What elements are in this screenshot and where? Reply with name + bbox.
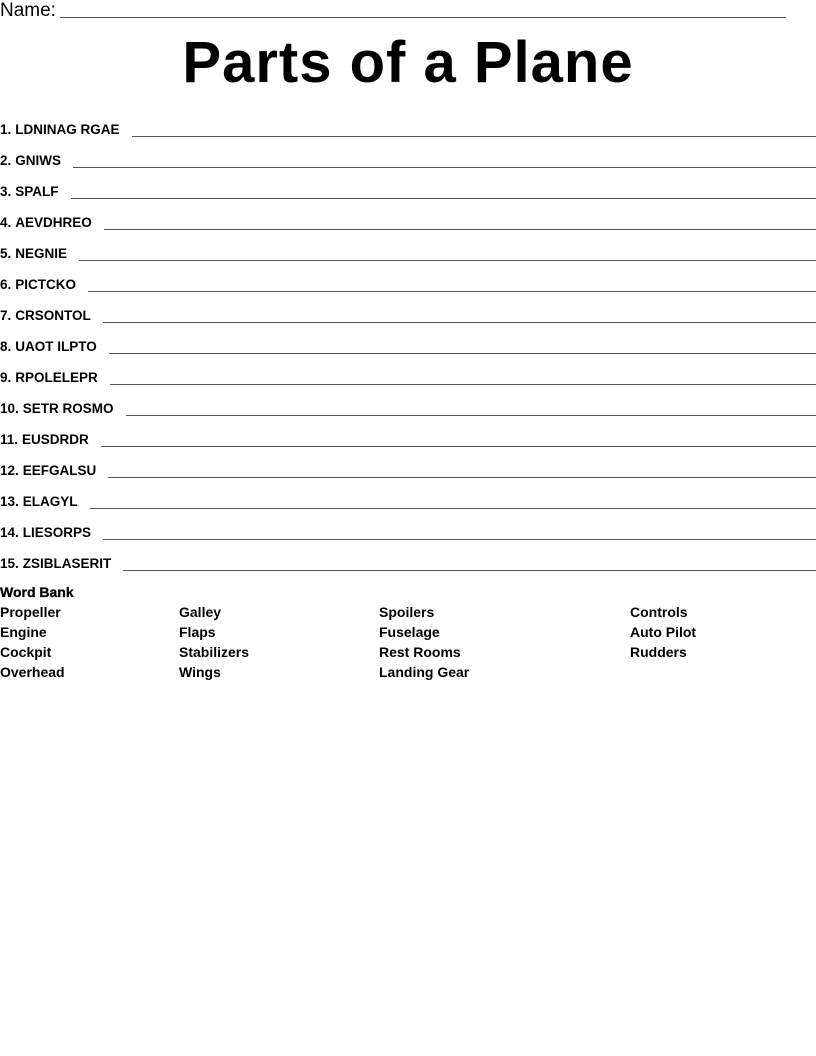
scrambled-word: LDNINAG RGAE	[15, 122, 120, 137]
word-bank-item: Engine	[0, 624, 47, 640]
word-bank-item: Overhead	[0, 664, 65, 680]
word-bank-item: Flaps	[179, 624, 216, 640]
puzzle-row	[0, 543, 816, 574]
puzzle-number: 1.	[0, 122, 12, 137]
puzzle-number: 15.	[0, 556, 19, 571]
answer-line[interactable]	[88, 291, 816, 292]
scrambled-word: EUSDRDR	[22, 432, 89, 447]
answer-line[interactable]	[104, 229, 816, 230]
puzzle-row	[0, 109, 816, 140]
puzzle-row	[0, 388, 816, 419]
word-bank-column	[0, 602, 179, 682]
puzzle-list	[0, 109, 816, 574]
puzzle-row	[0, 512, 816, 543]
puzzle-row	[0, 202, 816, 233]
word-bank-column	[179, 602, 379, 682]
puzzle-number: 12.	[0, 463, 19, 478]
scrambled-word: LIESORPS	[22, 525, 92, 540]
name-line[interactable]	[60, 16, 786, 18]
puzzle-number: 2.	[0, 153, 12, 168]
puzzle-number: 6.	[0, 277, 12, 292]
puzzle-number: 10.	[0, 401, 19, 416]
puzzle-row	[0, 233, 816, 264]
scrambled-word: GNIWS	[15, 153, 62, 168]
scrambled-word: ZSIBLASERIT	[22, 556, 112, 571]
answer-line[interactable]	[126, 415, 816, 416]
scrambled-word: ELAGYL	[22, 494, 78, 509]
puzzle-row	[0, 295, 816, 326]
puzzle-row	[0, 481, 816, 512]
word-bank-item: Controls	[630, 604, 688, 620]
word-bank-title: Word Bank	[0, 584, 74, 600]
puzzle-row	[0, 357, 816, 388]
answer-line[interactable]	[108, 477, 816, 478]
scrambled-word: NEGNIE	[15, 246, 68, 261]
word-bank-item: Stabilizers	[179, 644, 250, 660]
scrambled-word: RPOLELEPR	[15, 370, 98, 385]
puzzle-row	[0, 264, 816, 295]
puzzle-number: 13.	[0, 494, 19, 509]
answer-line[interactable]	[123, 570, 816, 571]
scrambled-word: PICTCKO	[15, 277, 77, 292]
answer-line[interactable]	[110, 384, 816, 385]
answer-line[interactable]	[71, 198, 816, 199]
scrambled-word: AEVDHREO	[15, 215, 92, 230]
name-label: Name:	[0, 0, 56, 21]
puzzle-row	[0, 419, 816, 450]
word-bank-item: Spoilers	[379, 604, 435, 620]
word-bank-grid	[0, 602, 816, 682]
scrambled-word: UAOT ILPTO	[15, 339, 97, 354]
puzzle-number: 7.	[0, 308, 12, 323]
answer-line[interactable]	[103, 322, 816, 323]
puzzle-number: 11.	[0, 432, 19, 447]
answer-line[interactable]	[103, 539, 816, 540]
puzzle-row	[0, 171, 816, 202]
word-bank	[0, 582, 816, 682]
puzzle-number: 8.	[0, 339, 12, 354]
puzzle-row	[0, 326, 816, 357]
answer-line[interactable]	[79, 260, 816, 261]
scrambled-word: SETR ROSMO	[22, 401, 114, 416]
word-bank-item: Landing Gear	[379, 664, 470, 680]
word-bank-column	[630, 602, 810, 682]
scrambled-word: SPALF	[15, 184, 59, 199]
scrambled-word: CRSONTOL	[15, 308, 91, 323]
word-bank-item: Propeller	[0, 604, 61, 620]
scrambled-word: EEFGALSU	[22, 463, 97, 478]
puzzle-row	[0, 140, 816, 171]
word-bank-column	[379, 602, 630, 682]
puzzle-row	[0, 450, 816, 481]
page-title: Parts of a Plane	[182, 30, 634, 95]
word-bank-item: Rudders	[630, 644, 687, 660]
puzzle-number: 9.	[0, 370, 12, 385]
answer-line[interactable]	[73, 167, 816, 168]
puzzle-number: 3.	[0, 184, 12, 199]
puzzle-number: 5.	[0, 246, 12, 261]
answer-line[interactable]	[109, 353, 816, 354]
answer-line[interactable]	[132, 136, 816, 137]
word-bank-item: Galley	[179, 604, 222, 620]
answer-line[interactable]	[101, 446, 816, 447]
puzzle-number: 14.	[0, 525, 19, 540]
puzzle-number: 4.	[0, 215, 12, 230]
name-row	[0, 0, 790, 22]
word-bank-item: Rest Rooms	[379, 644, 461, 660]
word-bank-item: Wings	[179, 664, 221, 680]
answer-line[interactable]	[90, 508, 816, 509]
word-bank-item: Auto Pilot	[630, 624, 697, 640]
word-bank-item: Cockpit	[0, 644, 52, 660]
word-bank-item: Fuselage	[379, 624, 440, 640]
